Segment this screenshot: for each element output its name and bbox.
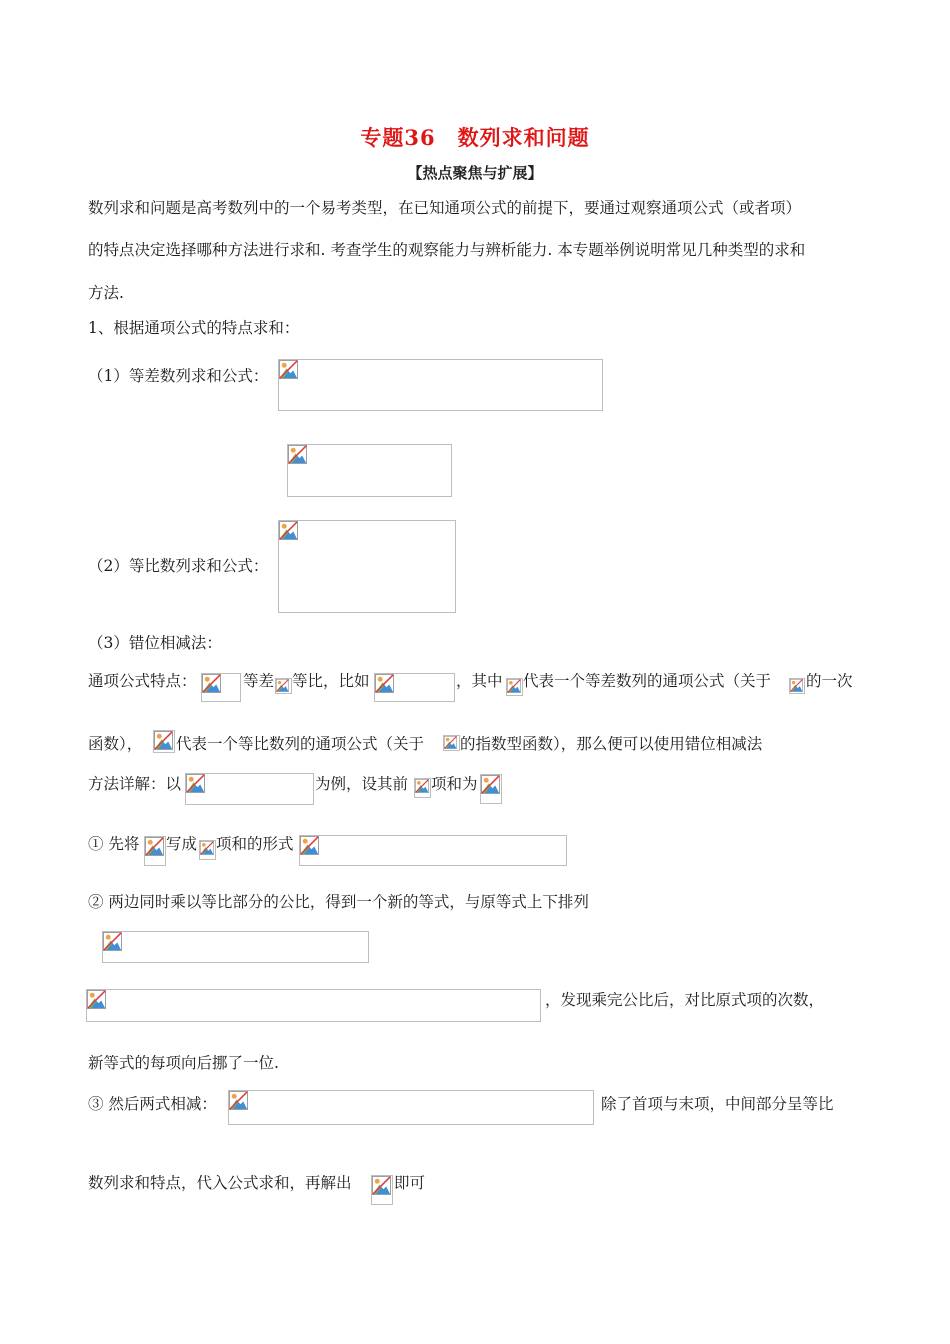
broken-image-icon <box>279 360 298 379</box>
broken-image-icon <box>415 779 429 793</box>
broken-image-icon <box>103 932 122 951</box>
formula-image <box>278 520 456 613</box>
text-fragment: ，其中 <box>456 672 503 690</box>
formula-image <box>789 678 805 694</box>
formula-image <box>414 778 431 798</box>
text-fragment: 等差 <box>243 672 275 690</box>
item-geometric-sum: （2）等比数列求和公式： <box>88 557 269 575</box>
text-fragment: ① 先将 <box>88 835 140 853</box>
formula-image <box>102 931 369 963</box>
text-fragment: 的一次 <box>806 672 853 690</box>
intro-line-2: 的特点决定选择哪种方法进行求和. 考查学生的观察能力与辨析能力. 本专题举例说明常见几种类型的求和 <box>88 241 806 259</box>
text-fragment: ③ 然后两式相减： <box>88 1095 217 1113</box>
broken-image-icon <box>507 679 521 693</box>
text-fragment: 方法详解：以 <box>88 775 182 793</box>
text-fragment: 通项公式特点： <box>88 672 197 690</box>
broken-image-icon <box>288 445 307 464</box>
broken-image-icon <box>229 1091 248 1110</box>
intro-line-3: 方法. <box>88 284 124 302</box>
text-fragment: ，发现乘完公比后，对比原式项的次数， <box>545 991 825 1009</box>
formula-image <box>201 673 241 702</box>
formula-image <box>287 444 452 497</box>
text-fragment: 代表一个等差数列的通项公式（关于 <box>523 672 772 690</box>
formula-image <box>144 836 166 866</box>
formula-image <box>278 359 603 411</box>
broken-image-icon <box>279 521 298 540</box>
formula-image <box>506 678 523 696</box>
formula-image <box>275 678 292 694</box>
text-fragment: 写成 <box>166 835 198 853</box>
item-arithmetic-sum: （1）等差数列求和公式： <box>88 367 269 385</box>
text-fragment: 项和为 <box>431 775 478 793</box>
broken-image-icon <box>200 841 214 855</box>
formula-image <box>374 673 455 702</box>
broken-image-icon <box>444 736 457 749</box>
section-subtitle: 【热点聚焦与扩展】 <box>407 164 543 182</box>
broken-image-icon <box>87 990 106 1009</box>
text-fragment: 的指数型函数），那么便可以使用错位相减法 <box>460 735 763 753</box>
broken-image-icon <box>790 679 803 692</box>
text-fragment: 项和的形式 <box>216 835 294 853</box>
text-fragment: 代表一个等比数列的通项公式（关于 <box>176 735 425 753</box>
page-title: 专题36 数列求和问题 <box>360 125 590 150</box>
intro-line-1: 数列求和问题是高考数列中的一个易考类型，在已知通项公式的前提下，要通过观察通项公式（或者项） <box>88 199 802 217</box>
formula-image <box>86 989 541 1022</box>
text-fragment: 函数）， <box>88 735 143 753</box>
formula-image <box>228 1090 594 1125</box>
broken-image-icon <box>372 1176 391 1195</box>
broken-image-icon <box>154 731 173 750</box>
text-fragment: 为例，设其前 <box>315 775 409 793</box>
broken-image-icon <box>300 836 319 855</box>
broken-image-icon <box>375 674 394 693</box>
broken-image-icon <box>145 837 164 856</box>
formula-image <box>153 730 175 753</box>
formula-image <box>480 774 502 804</box>
formula-image <box>299 835 567 866</box>
formula-image <box>371 1175 393 1205</box>
formula-image <box>185 773 314 805</box>
text-fragment: 即可 <box>394 1174 426 1192</box>
broken-image-icon <box>186 774 205 793</box>
text-fragment: ② 两边同时乘以等比部分的公比，得到一个新的等式，与原等式上下排列 <box>88 893 589 911</box>
text-fragment: 除了首项与末项，中间部分呈等比 <box>601 1095 834 1113</box>
broken-image-icon <box>202 674 221 693</box>
text-fragment: 新等式的每项向后挪了一位. <box>88 1054 279 1072</box>
text-fragment: 数列求和特点，代入公式求和，再解出 <box>88 1174 352 1192</box>
item-misaligned-subtraction: （3）错位相减法： <box>88 634 222 652</box>
broken-image-icon <box>481 775 500 794</box>
text-fragment: 等比，比如 <box>292 672 370 690</box>
broken-image-icon <box>276 679 289 692</box>
formula-image <box>443 735 460 751</box>
section-1-heading: 1、根据通项公式的特点求和： <box>88 319 300 337</box>
formula-image <box>199 840 216 860</box>
